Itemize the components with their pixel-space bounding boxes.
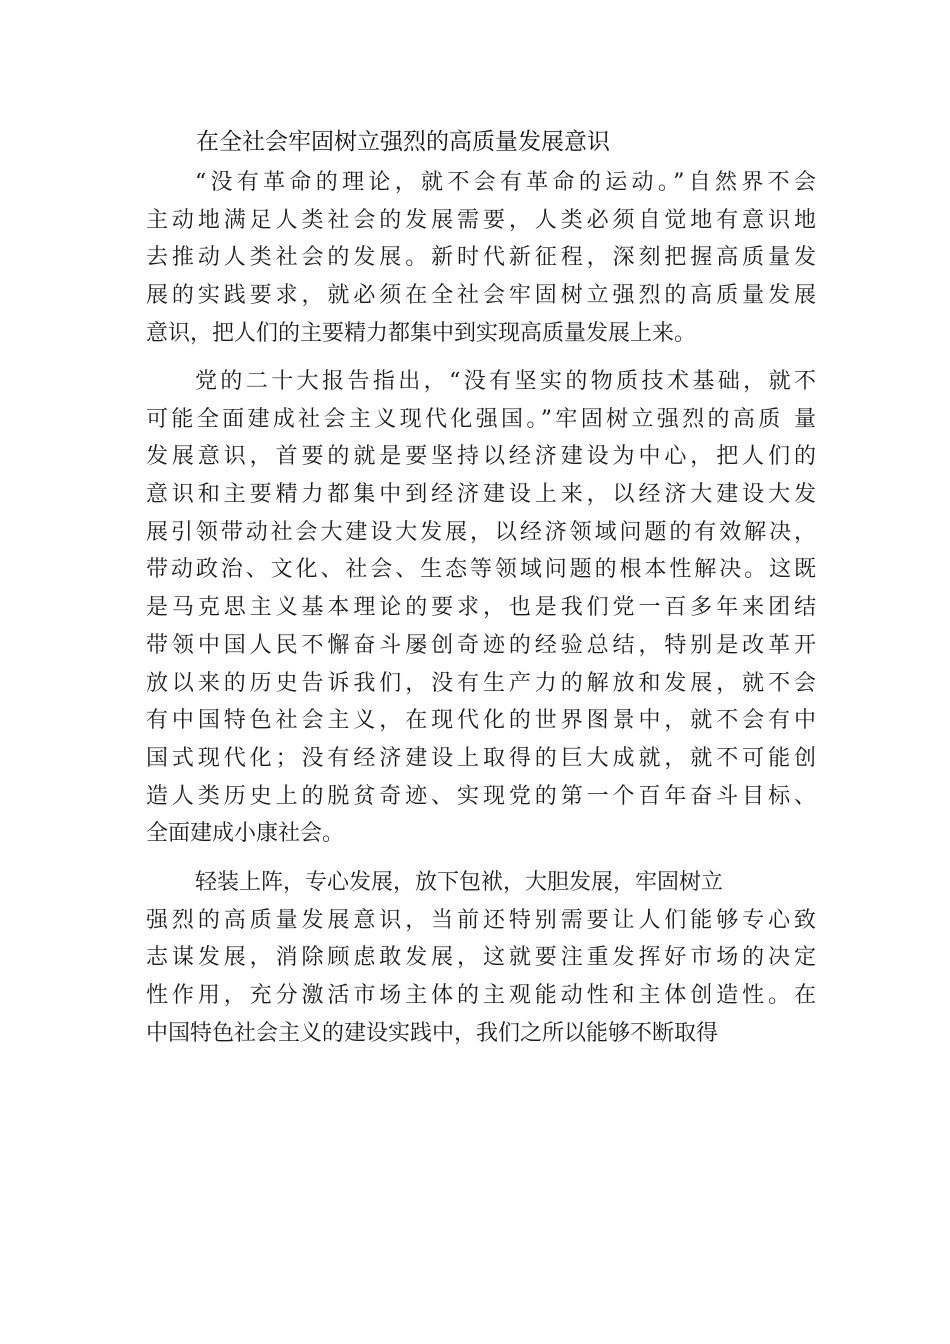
paragraph-1 xyxy=(146,164,816,352)
paragraph-line: 党的二十大报告指出，“没有坚实的物质技术基础，就不 xyxy=(195,369,816,394)
document-title: 在全社会牢固树立强烈的高质量发展意识 xyxy=(196,129,610,155)
paragraph-line: 轻装上阵，专心发展，放下包袱，大胆发展，牢固树立 xyxy=(195,870,724,895)
paragraph-line: 有中国特色社会主义，在现代化的世界图景中，就不会有中 xyxy=(146,708,816,734)
paragraph-line: 展引领带动社会大建设大发展，以经济领域问题的有效解决， xyxy=(146,519,816,545)
paragraph-line: 带领中国人民不懈奋斗屡创奇迹的经验总结，特别是改革开 xyxy=(146,632,816,658)
paragraph-line: 是马克思主义基本理论的要求，也是我们党一百多年来团结 xyxy=(146,595,816,621)
paragraph-line: 性作用，充分激活市场主体的主观能动性和主体创造性。在 xyxy=(146,983,816,1009)
paragraph-line: “没有革命的理论，就不会有革命的运动。”自然界不会 xyxy=(195,170,816,195)
paragraph-line: 意识，把人们的主要精力都集中到实现高质量发展上来。 xyxy=(146,320,697,346)
paragraph-line: 带动政治、文化、社会、生态等领域问题的根本性解决。这既 xyxy=(146,557,816,583)
paragraph-3 xyxy=(146,864,816,1052)
paragraph-line: 去推动人类社会的发展。新时代新征程，深刻把握高质量发 xyxy=(146,245,816,271)
paragraph-line: 全面建成小康社会。 xyxy=(146,821,345,847)
paragraph-line: 放以来的历史告诉我们，没有生产力的解放和发展，就不会 xyxy=(146,670,816,696)
paragraph-line: 意识和主要精力都集中到经济建设上来，以经济大建设大发 xyxy=(146,482,816,508)
paragraph-line: 强烈的高质量发展意识，当前还特别需要让人们能够专心致 xyxy=(146,907,816,933)
paragraph-line: 国式现代化；没有经济建设上取得的巨大成就，就不可能创 xyxy=(146,745,816,771)
paragraph-line: 志谋发展，消除顾虑敢发展，这就要注重发挥好市场的决定 xyxy=(146,945,816,971)
paragraph-line: 展的实践要求，就必须在全社会牢固树立强烈的高质量发展 xyxy=(146,283,816,309)
paragraph-line: 发展意识，首要的就是要坚持以经济建设为中心，把人们的 xyxy=(146,444,816,470)
paragraph-line: 主动地满足人类社会的发展需要，人类必须自觉地有意识地 xyxy=(146,207,816,233)
paragraph-line: 造人类历史上的脱贫奇迹、实现党的第一个百年奋斗目标、 xyxy=(146,783,816,809)
paragraph-line: 可能全面建成社会主义现代化强国。”牢固树立强烈的高质 量 xyxy=(146,406,816,432)
paragraph-2 xyxy=(146,363,816,853)
paragraph-line: 中国特色社会主义的建设实践中，我们之所以能够不断取得 xyxy=(146,1020,719,1046)
